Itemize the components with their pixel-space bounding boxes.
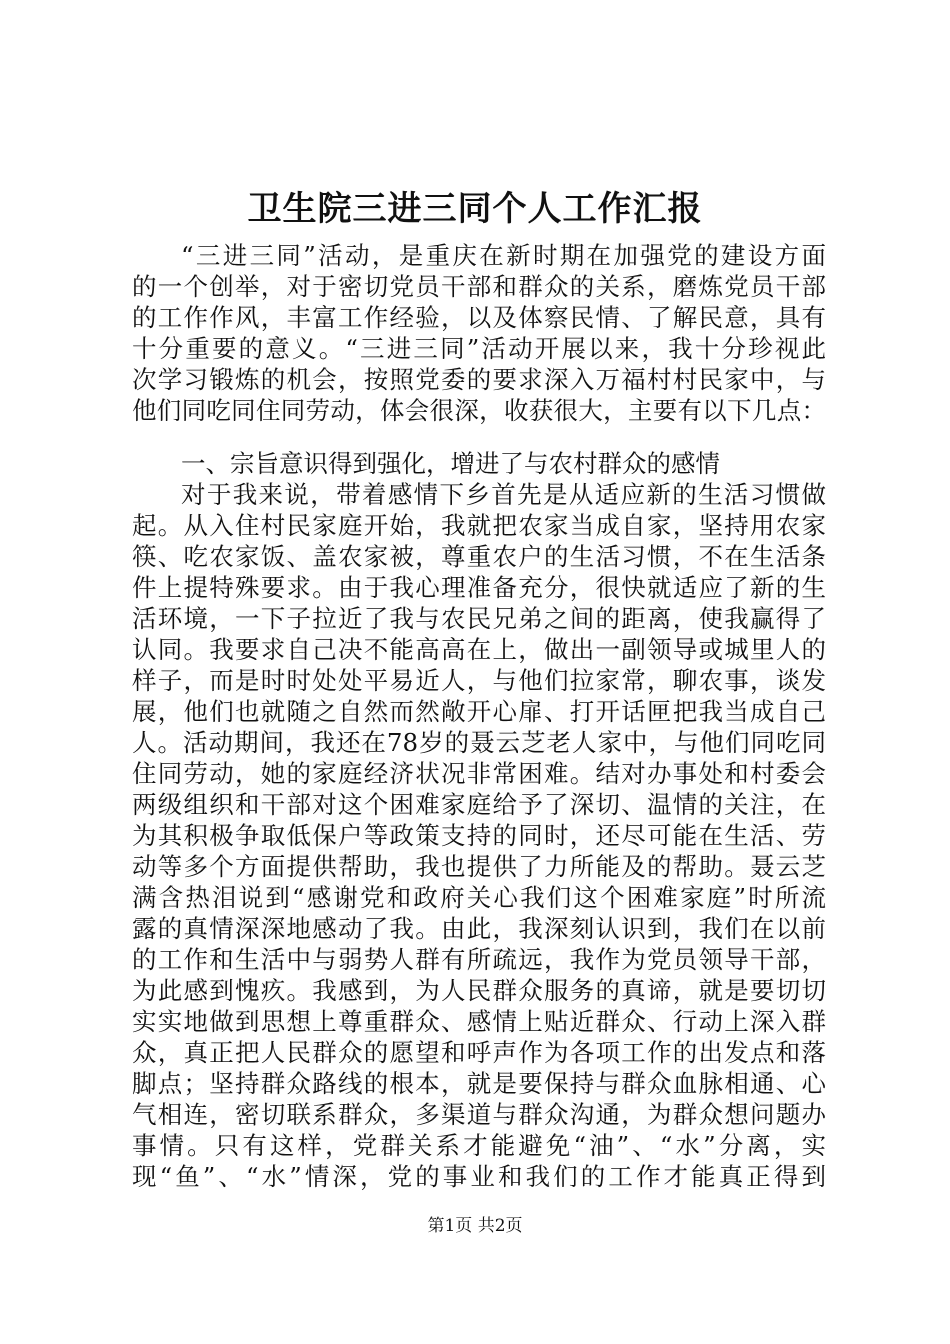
document-title: 卫生院三进三同个人工作汇报 [247,189,703,229]
text-line: 气相连，密切联系群众，多渠道与群众沟通，为群众想问题办 [132,1100,826,1129]
document-body [132,240,826,1192]
text-line: 众，真正把人民群众的愿望和呼声作为各项工作的出发点和落 [132,1038,826,1067]
text-line: 他们同吃同住同劳动，体会很深，收获很大，主要有以下几点： [132,396,826,425]
text-line: 展，他们也就随之自然而然敞开心扉、打开话匣把我当成自己 [132,697,826,726]
text-line: 的工作作风，丰富工作经验，以及体察民情、了解民意，具有 [132,303,826,332]
text-line: 十分重要的意义。“三进三同”活动开展以来，我十分珍视此 [132,334,826,363]
paragraph-intro [132,240,826,426]
text-line: 脚点；坚持群众路线的根本，就是要保持与群众血脉相通、心 [132,1069,826,1098]
text-line: 活环境，一下子拉近了我与农民兄弟之间的距离，使我赢得了 [132,604,826,633]
text-line: 对于我来说，带着感情下乡首先是从适应新的生活习惯做 [181,480,826,509]
text-line: 两级组织和干部对这个困难家庭给予了深切、温情的关注，在 [132,790,826,819]
text-line: 事情。只有这样，党群关系才能避免“油”、“水”分离，实 [132,1131,826,1160]
text-line: 住同劳动，她的家庭经济状况非常困难。结对办事处和村委会 [132,759,826,788]
paragraph-gap [132,426,826,448]
text-line: 为其积极争取低保户等政策支持的同时，还尽可能在生活、劳 [132,821,826,850]
section-heading: 一、宗旨意识得到强化，增进了与农村群众的感情 [181,449,720,478]
page-number: 第1页 共2页 [427,1216,523,1236]
text-line: 的一个创举，对于密切党员干部和群众的关系，磨炼党员干部 [132,272,826,301]
text-line: 动等多个方面提供帮助，我也提供了力所能及的帮助。聂云芝 [132,852,826,881]
text-line: 露的真情深深地感动了我。由此，我深刻认识到，我们在以前 [132,914,826,943]
text-line: 实实地做到思想上尊重群众、感情上贴近群众、行动上深入群 [132,1007,826,1036]
text-line: 次学习锻炼的机会，按照党委的要求深入万福村村民家中，与 [132,365,826,394]
paragraph-section-1 [132,479,826,1192]
text-line: “三进三同”活动，是重庆在新时期在加强党的建设方面 [181,241,826,270]
text-line: 筷、吃农家饭、盖农家被，尊重农户的生活习惯，不在生活条 [132,542,826,571]
text-line: 满含热泪说到“感谢党和政府关心我们这个困难家庭”时所流 [132,883,826,912]
text-line: 起。从入住村民家庭开始，我就把农家当成自家，坚持用农家 [132,511,826,540]
text-line: 为此感到愧疚。我感到，为人民群众服务的真谛，就是要切切 [132,976,826,1005]
text-line: 的工作和生活中与弱势人群有所疏远，我作为党员领导干部， [132,945,826,974]
text-line: 件上提特殊要求。由于我心理准备充分，很快就适应了新的生 [132,573,826,602]
text-line: 人。活动期间，我还在78岁的聂云芝老人家中，与他们同吃同 [132,728,826,757]
text-line: 样子，而是时时处处平易近人，与他们拉家常，聊农事，谈发 [132,666,826,695]
text-line: 现“鱼”、“水”情深，党的事业和我们的工作才能真正得到 [132,1162,826,1191]
text-line: 认同。我要求自己决不能高高在上，做出一副领导或城里人的 [132,635,826,664]
